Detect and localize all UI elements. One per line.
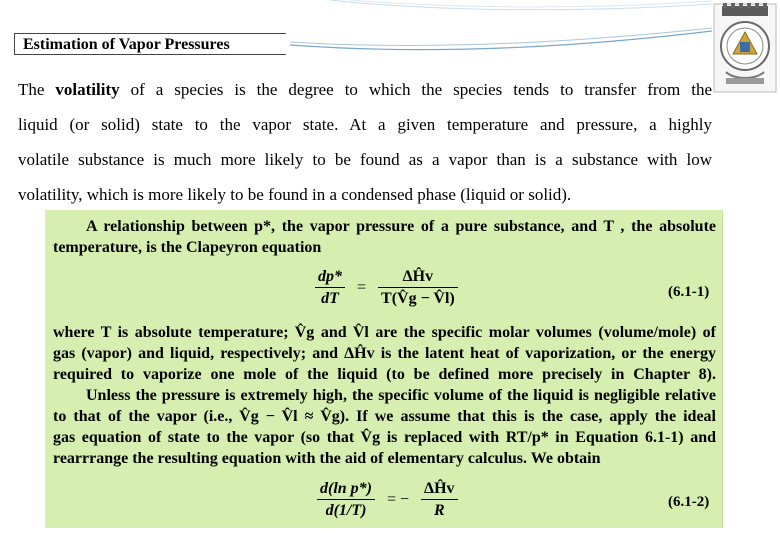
university-crest-logo xyxy=(712,2,778,94)
excerpt-line: temperature, is the Clapeyron equation xyxy=(53,239,322,256)
equation-number-6-1-2: (6.1-2) xyxy=(668,494,710,510)
eq2-lhs: $\frac{\text{d(ln p*)}}{d(1/T)}$ xyxy=(317,478,375,521)
excerpt-line: A relationship between p*, the vapor pressure of a pure substance, and T , the absolute xyxy=(86,218,716,235)
intro-paragraph xyxy=(18,72,712,212)
excerpt-line: where T is absolute temperature; V̂g and V̂l are the specific molar volumes (volume/mole) of xyxy=(53,324,716,341)
slide-title: Estimation of Vapor Pressures xyxy=(14,33,286,55)
excerpt-line: gas (vapor) and liquid, respectively; and ΔĤv is the latent heat of vaporization, or the energy xyxy=(53,345,716,362)
eq1-lhs: $\frac{dp*}{dT}$ xyxy=(315,266,345,309)
clapeyron-equation: $\frac{dp*}{dT}$ = $\frac{\text{ΔĤv}}{T(V̂g - V̂l)}$ xyxy=(315,266,458,309)
excerpt-block-b xyxy=(53,322,716,469)
volatility-term: volatility xyxy=(55,80,120,99)
excerpt-line: required to vaporize one mole of the liquid (to be defined more precisely in Chapter 8). xyxy=(53,366,716,383)
intro-line-2: liquid (or solid) state to the vapor state. At a given temperature and pressure, a highly xyxy=(18,115,712,134)
intro-line-4: volatility, which is more likely to be found in a condensed phase (liquid or solid). xyxy=(18,185,572,204)
equation-number-6-1-1: (6.1-1) xyxy=(668,284,710,300)
excerpt-block-a xyxy=(53,216,716,258)
excerpt-line: gas equation of state to the vapor (so that V̂g is replaced with RT/p* in Equation 6.1-1) and xyxy=(53,429,716,446)
textbook-excerpt-box xyxy=(45,210,723,528)
excerpt-line: Unless the pressure is extremely high, the specific volume of the liquid is negligible relative xyxy=(86,387,716,404)
excerpt-line: rearrrange the resulting equation with the aid of elementary calculus. We obtain xyxy=(53,450,601,467)
eq2-rhs: $\frac{\text{ΔĤv}}{R}$ xyxy=(421,478,457,521)
excerpt-line: to that of the vapor (i.e., V̂g − V̂l ≈ V̂g). If we assume that this is the case, apply the ideal xyxy=(53,408,716,425)
intro-line-1: The volatility of a species is the degree to which the species tends to transfer from the xyxy=(18,80,712,99)
eq1-rhs: $\frac{\text{ΔĤv}}{T(V̂g - V̂l)}$ xyxy=(378,266,458,309)
clausius-clapeyron-equation: $\frac{\text{d(ln p*)}}{d(1/T)}$ = − $\frac{\text{ΔĤv}}{R}$ xyxy=(317,478,458,521)
intro-line-3: volatile substance is much more likely to be found as a vapor than is a substance with low xyxy=(18,150,712,169)
